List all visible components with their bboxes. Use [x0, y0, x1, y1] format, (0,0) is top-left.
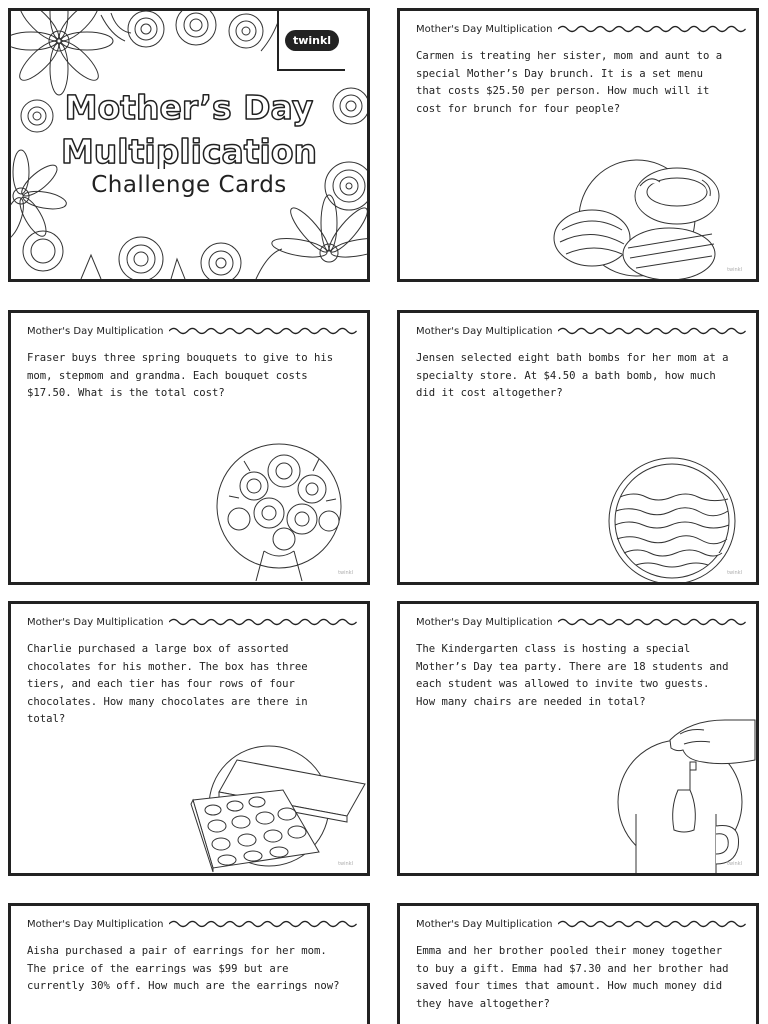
wavy-line-icon: [558, 919, 746, 929]
card-label: Mother's Day Multiplication: [416, 325, 553, 337]
question-text: Charlie purchased a large box of assorted chocolates for his mother. The box has three tiers, and each tier has four rows of four chocolates. How many chocolates are there in total?: [27, 643, 308, 725]
card-label: Mother's Day Multiplication: [27, 616, 164, 628]
card-header: [416, 322, 746, 340]
wavy-line-icon: [169, 919, 357, 929]
bath-bomb-icon: [606, 455, 738, 585]
question-text: Aisha purchased a pair of earrings for her mom. The price of the earrings was $99 but are currently 30% off. How much are the earrings now?: [27, 945, 340, 992]
question-text: Jensen selected eight bath bombs for her mom at a specialty store. At $4.50 a bath bomb, how much did it cost altogether?: [416, 352, 729, 399]
challenge-card: [8, 903, 370, 1024]
card-label: Mother's Day Multiplication: [416, 23, 553, 35]
brand-mark: twinkl: [727, 861, 742, 867]
teacup-icon: [610, 710, 759, 875]
brand-mark: twinkl: [338, 861, 353, 867]
title-outline-text: [39, 85, 339, 169]
card-header: [27, 613, 357, 631]
card-header: [416, 613, 746, 631]
card-header: [27, 915, 357, 933]
chocolate-box-icon: [187, 744, 367, 874]
wavy-line-icon: [558, 617, 746, 627]
challenge-card: [397, 8, 759, 282]
wavy-line-icon: [169, 617, 357, 627]
card-label: Mother's Day Multiplication: [416, 616, 553, 628]
question-text: Emma and her brother pooled their money together to buy a gift. Emma had $7.30 and her brother had saved four times that amount. How much money did they have altogether?: [416, 945, 729, 1010]
pastries-icon: [552, 146, 727, 281]
card-label: Mother's Day Multiplication: [27, 918, 164, 930]
brand-mark: twinkl: [338, 570, 353, 576]
challenge-card: [397, 601, 759, 876]
title-card: [8, 8, 370, 282]
card-label: Mother's Day Multiplication: [27, 325, 164, 337]
bouquet-icon: [214, 441, 354, 581]
question-text: The Kindergarten class is hosting a special Mother’s Day tea party. There are 18 students and each student was allowed to invite two guests. How many chairs are needed in total?: [416, 643, 729, 708]
brand-mark: twinkl: [727, 570, 742, 576]
subtitle: Challenge Cards: [91, 172, 287, 198]
wavy-line-icon: [169, 326, 357, 336]
title-line-1: Mother’s Day: [64, 88, 314, 127]
challenge-card: [8, 310, 370, 585]
challenge-card: [397, 310, 759, 585]
card-header: [416, 915, 746, 933]
question-text: Fraser buys three spring bouquets to give to his mom, stepmom and grandma. Each bouquet costs $17.50. What is the total cost?: [27, 352, 334, 399]
challenge-card: [8, 601, 370, 876]
challenge-card: [397, 903, 759, 1024]
twinkl-logo: twinkl: [277, 11, 345, 71]
wavy-line-icon: [558, 24, 746, 34]
title-line-2: Multiplication: [60, 132, 318, 169]
wavy-line-icon: [558, 326, 746, 336]
brand-mark: twinkl: [727, 267, 742, 273]
question-text: Carmen is treating her sister, mom and aunt to a special Mother’s Day brunch. It is a set menu that costs $25.50 per person. How much will it cost for brunch for four people?: [416, 50, 723, 115]
title-block: [11, 85, 367, 198]
card-header: [416, 20, 746, 38]
card-label: Mother's Day Multiplication: [416, 918, 553, 930]
card-header: [27, 322, 357, 340]
